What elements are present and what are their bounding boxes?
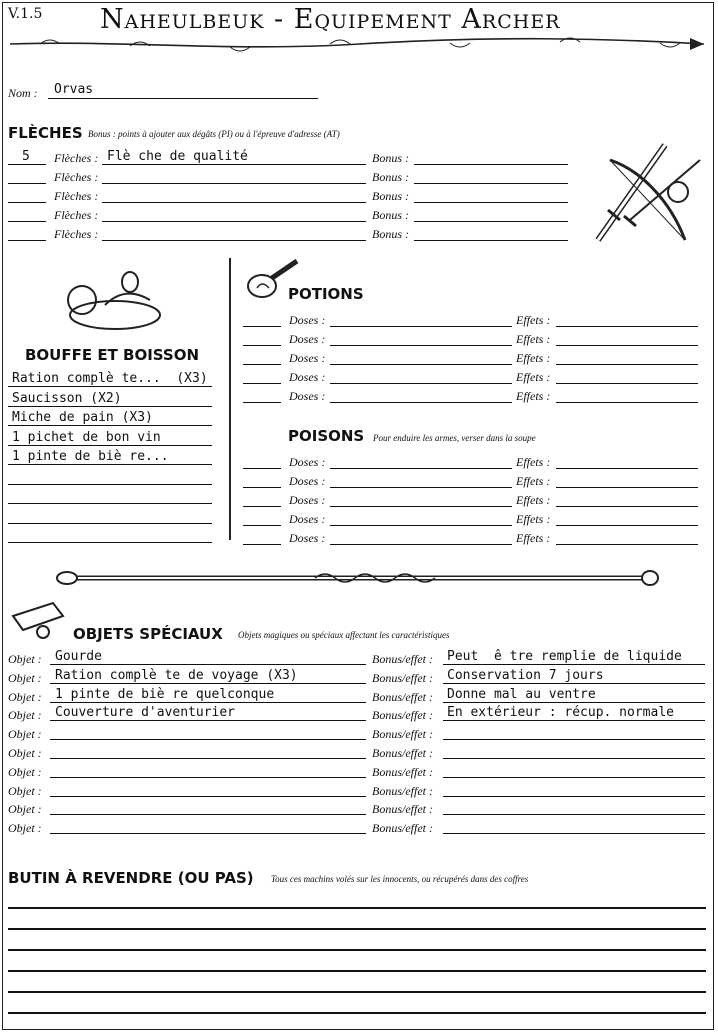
- bow-and-sword-icon: [590, 140, 710, 250]
- objet-bonus-label: Bonus/effet :: [372, 764, 433, 779]
- effets-line: [556, 364, 698, 365]
- effets-label: Effets :: [516, 512, 551, 526]
- objet-effect-line: [443, 777, 705, 778]
- objet-label: Objet :: [8, 670, 42, 685]
- objet-effect-line: [443, 720, 705, 721]
- effets-label: Effets :: [516, 474, 551, 488]
- fleches-qty-line: [8, 183, 46, 184]
- objet-effect-line: [443, 702, 705, 703]
- objet-label: Objet :: [8, 727, 42, 742]
- bouffe-line: [8, 542, 212, 543]
- scroll-icon: [8, 598, 68, 640]
- name-line: [48, 98, 318, 99]
- objet-effect-line: [443, 814, 705, 815]
- objet-label: Objet :: [8, 764, 42, 779]
- fleches-note: Bonus : points à ajouter aux dégâts (PI) ou à l'épreuve d'adresse (AT): [88, 129, 340, 139]
- fleches-row-label: Flèches :: [54, 170, 99, 184]
- doses-line: [330, 326, 512, 327]
- effets-line: [556, 383, 698, 384]
- objet-effect[interactable]: En extérieur : récup. normale: [447, 705, 674, 721]
- fleches-type-line: [102, 183, 366, 184]
- objets-heading: OBJETS SPÉCIAUX: [73, 625, 223, 643]
- dose-qty-line: [243, 487, 281, 488]
- fleches-row-label: Flèches :: [54, 189, 99, 203]
- effets-line: [556, 544, 698, 545]
- objet-effect-line: [443, 833, 705, 834]
- objet-line: [50, 739, 366, 740]
- potions-heading: POTIONS: [288, 285, 364, 303]
- column-divider: [229, 258, 231, 540]
- objet-effect-line: [443, 664, 705, 665]
- fleches-bonus-label: Bonus :: [372, 151, 409, 165]
- objet-effect-line: [443, 739, 705, 740]
- effets-label: Effets :: [516, 351, 551, 365]
- effets-label: Effets :: [516, 455, 551, 469]
- objet-bonus-label: Bonus/effet :: [372, 689, 433, 704]
- effets-label: Effets :: [516, 332, 551, 346]
- bouffe-line: [8, 503, 212, 504]
- bouffe-heading: BOUFFE ET BOISSON: [25, 346, 200, 364]
- objet-name[interactable]: Ration complè te de voyage (X3): [55, 667, 298, 683]
- objet-line: [50, 720, 366, 721]
- doses-label: Doses :: [289, 370, 326, 384]
- doses-label: Doses :: [289, 512, 326, 526]
- bouffe-item[interactable]: Miche de pain (X3): [12, 410, 153, 425]
- doses-line: [330, 506, 512, 507]
- dose-qty-line: [243, 525, 281, 526]
- objet-label: Objet :: [8, 821, 42, 836]
- butin-line[interactable]: [8, 970, 706, 972]
- objet-label: Objet :: [8, 783, 42, 798]
- objet-line: [50, 683, 366, 684]
- fleches-type[interactable]: Flè che de qualité: [107, 149, 248, 164]
- butin-line[interactable]: [8, 991, 706, 993]
- dose-qty-line: [243, 506, 281, 507]
- dose-qty-line: [243, 383, 281, 384]
- fleches-type-line: [102, 240, 366, 241]
- doses-line: [330, 487, 512, 488]
- effets-line: [556, 345, 698, 346]
- name-label: Nom :: [8, 86, 38, 100]
- fleches-type-line: [102, 221, 366, 222]
- objet-effect[interactable]: Peut ê tre remplie de liquide: [447, 649, 682, 664]
- fleches-qty[interactable]: 5: [22, 149, 30, 164]
- fleches-bonus-line: [414, 202, 568, 203]
- doses-line: [330, 544, 512, 545]
- dose-qty-line: [243, 345, 281, 346]
- doses-label: Doses :: [289, 474, 326, 488]
- objet-label: Objet :: [8, 652, 42, 666]
- dose-qty-line: [243, 544, 281, 545]
- dose-qty-line: [243, 402, 281, 403]
- bouffe-line: [8, 406, 212, 407]
- fleches-qty-line: [8, 164, 46, 165]
- objet-line: [50, 664, 366, 665]
- fleches-row-label: Flèches :: [54, 227, 99, 241]
- objet-name[interactable]: Couverture d'aventurier: [55, 705, 236, 721]
- poisons-note: Pour enduire les armes, verser dans la soupe: [373, 433, 536, 443]
- fleches-bonus-line: [414, 183, 568, 184]
- doses-label: Doses :: [289, 351, 326, 365]
- doses-label: Doses :: [289, 493, 326, 507]
- bouffe-line: [8, 425, 212, 426]
- effets-line: [556, 525, 698, 526]
- objet-line: [50, 796, 366, 797]
- objet-bonus-label: Bonus/effet :: [372, 708, 433, 723]
- objet-effect[interactable]: Donne mal au ventre: [447, 686, 596, 702]
- doses-line: [330, 364, 512, 365]
- objet-label: Objet :: [8, 708, 42, 723]
- butin-line[interactable]: [8, 928, 706, 930]
- effets-label: Effets :: [516, 313, 551, 327]
- objet-label: Objet :: [8, 746, 42, 760]
- effets-label: Effets :: [516, 370, 551, 384]
- fleches-qty-line: [8, 202, 46, 203]
- objet-effect-line: [443, 796, 705, 797]
- bouffe-item[interactable]: 1 pinte de biè re...: [12, 449, 169, 464]
- butin-heading: BUTIN À REVENDRE (OU PAS): [8, 869, 254, 887]
- fleches-heading: FLÈCHES: [8, 124, 83, 142]
- objet-bonus-label: Bonus/effet :: [372, 783, 433, 798]
- objet-bonus-label: Bonus/effet :: [372, 746, 433, 760]
- staff-divider-ornament: [55, 568, 665, 590]
- poisons-heading: POISONS: [288, 427, 365, 445]
- doses-line: [330, 402, 512, 403]
- version-label: V.1.5: [8, 6, 43, 22]
- doses-line: [330, 345, 512, 346]
- objet-effect-line: [443, 758, 705, 759]
- objet-name[interactable]: 1 pinte de biè re quelconque: [55, 686, 275, 702]
- doses-line: [330, 525, 512, 526]
- name-value[interactable]: Orvas: [54, 82, 94, 97]
- objet-line: [50, 814, 366, 815]
- bouffe-line: [8, 523, 212, 524]
- objet-line: [50, 758, 366, 759]
- effets-line: [556, 487, 698, 488]
- objet-bonus-label: Bonus/effet :: [372, 652, 433, 666]
- dose-qty-line: [243, 364, 281, 365]
- fleches-type-line: [102, 164, 366, 165]
- objet-bonus-label: Bonus/effet :: [372, 670, 433, 685]
- fleches-bonus-line: [414, 221, 568, 222]
- doses-label: Doses :: [289, 455, 326, 469]
- objet-line: [50, 702, 366, 703]
- bouffe-line: [8, 464, 212, 465]
- doses-line: [330, 468, 512, 469]
- objet-bonus-label: Bonus/effet :: [372, 727, 433, 742]
- doses-label: Doses :: [289, 313, 326, 327]
- objet-label: Objet :: [8, 689, 42, 704]
- fleches-qty-line: [8, 221, 46, 222]
- effets-label: Effets :: [516, 389, 551, 403]
- fleches-type-line: [102, 202, 366, 203]
- doses-label: Doses :: [289, 332, 326, 346]
- butin-note: Tous ces machins volés sur les innocents, ou récupérés dans des coffres: [271, 874, 529, 884]
- food-illustration-icon: [60, 270, 170, 335]
- doses-line: [330, 383, 512, 384]
- bouffe-line: [8, 445, 212, 446]
- effets-label: Effets :: [516, 493, 551, 507]
- bouffe-item[interactable]: 1 pichet de bon vin: [12, 429, 161, 445]
- bouffe-item[interactable]: Ration complè te... (X3): [12, 371, 208, 386]
- fleches-bonus-line: [414, 240, 568, 241]
- page-title: Naheulbeuk - Equipement Archer: [100, 4, 561, 35]
- bouffe-line: [8, 484, 212, 485]
- bouffe-item[interactable]: Saucisson (X2): [12, 390, 122, 406]
- objets-note: Objets magiques ou spéciaux affectant les caractéristiques: [238, 630, 450, 640]
- objet-effect-line: [443, 683, 705, 684]
- effets-line: [556, 326, 698, 327]
- effets-line: [556, 468, 698, 469]
- fleches-bonus-label: Bonus :: [372, 227, 409, 241]
- doses-label: Doses :: [289, 531, 326, 545]
- objet-line: [50, 833, 366, 834]
- fleches-row-label: Flèches :: [54, 208, 99, 222]
- title-vine-ornament: [0, 0, 718, 80]
- fleches-qty-line: [8, 240, 46, 241]
- effets-line: [556, 506, 698, 507]
- butin-line[interactable]: [8, 1012, 706, 1014]
- dose-qty-line: [243, 326, 281, 327]
- doses-label: Doses :: [289, 389, 326, 403]
- objet-name[interactable]: Gourde: [55, 649, 102, 664]
- butin-line[interactable]: [8, 949, 706, 951]
- objet-effect[interactable]: Conservation 7 jours: [447, 667, 604, 683]
- objet-label: Objet :: [8, 802, 42, 817]
- fleches-bonus-label: Bonus :: [372, 189, 409, 203]
- bouffe-line: [8, 386, 212, 387]
- effets-label: Effets :: [516, 531, 551, 545]
- effets-line: [556, 402, 698, 403]
- objet-bonus-label: Bonus/effet :: [372, 821, 433, 836]
- dose-qty-line: [243, 468, 281, 469]
- objet-line: [50, 777, 366, 778]
- butin-line[interactable]: [8, 907, 706, 909]
- fleches-bonus-label: Bonus :: [372, 170, 409, 184]
- fleches-bonus-line: [414, 164, 568, 165]
- fleches-row-label: Flèches :: [54, 151, 99, 165]
- fleches-bonus-label: Bonus :: [372, 208, 409, 222]
- objet-bonus-label: Bonus/effet :: [372, 802, 433, 817]
